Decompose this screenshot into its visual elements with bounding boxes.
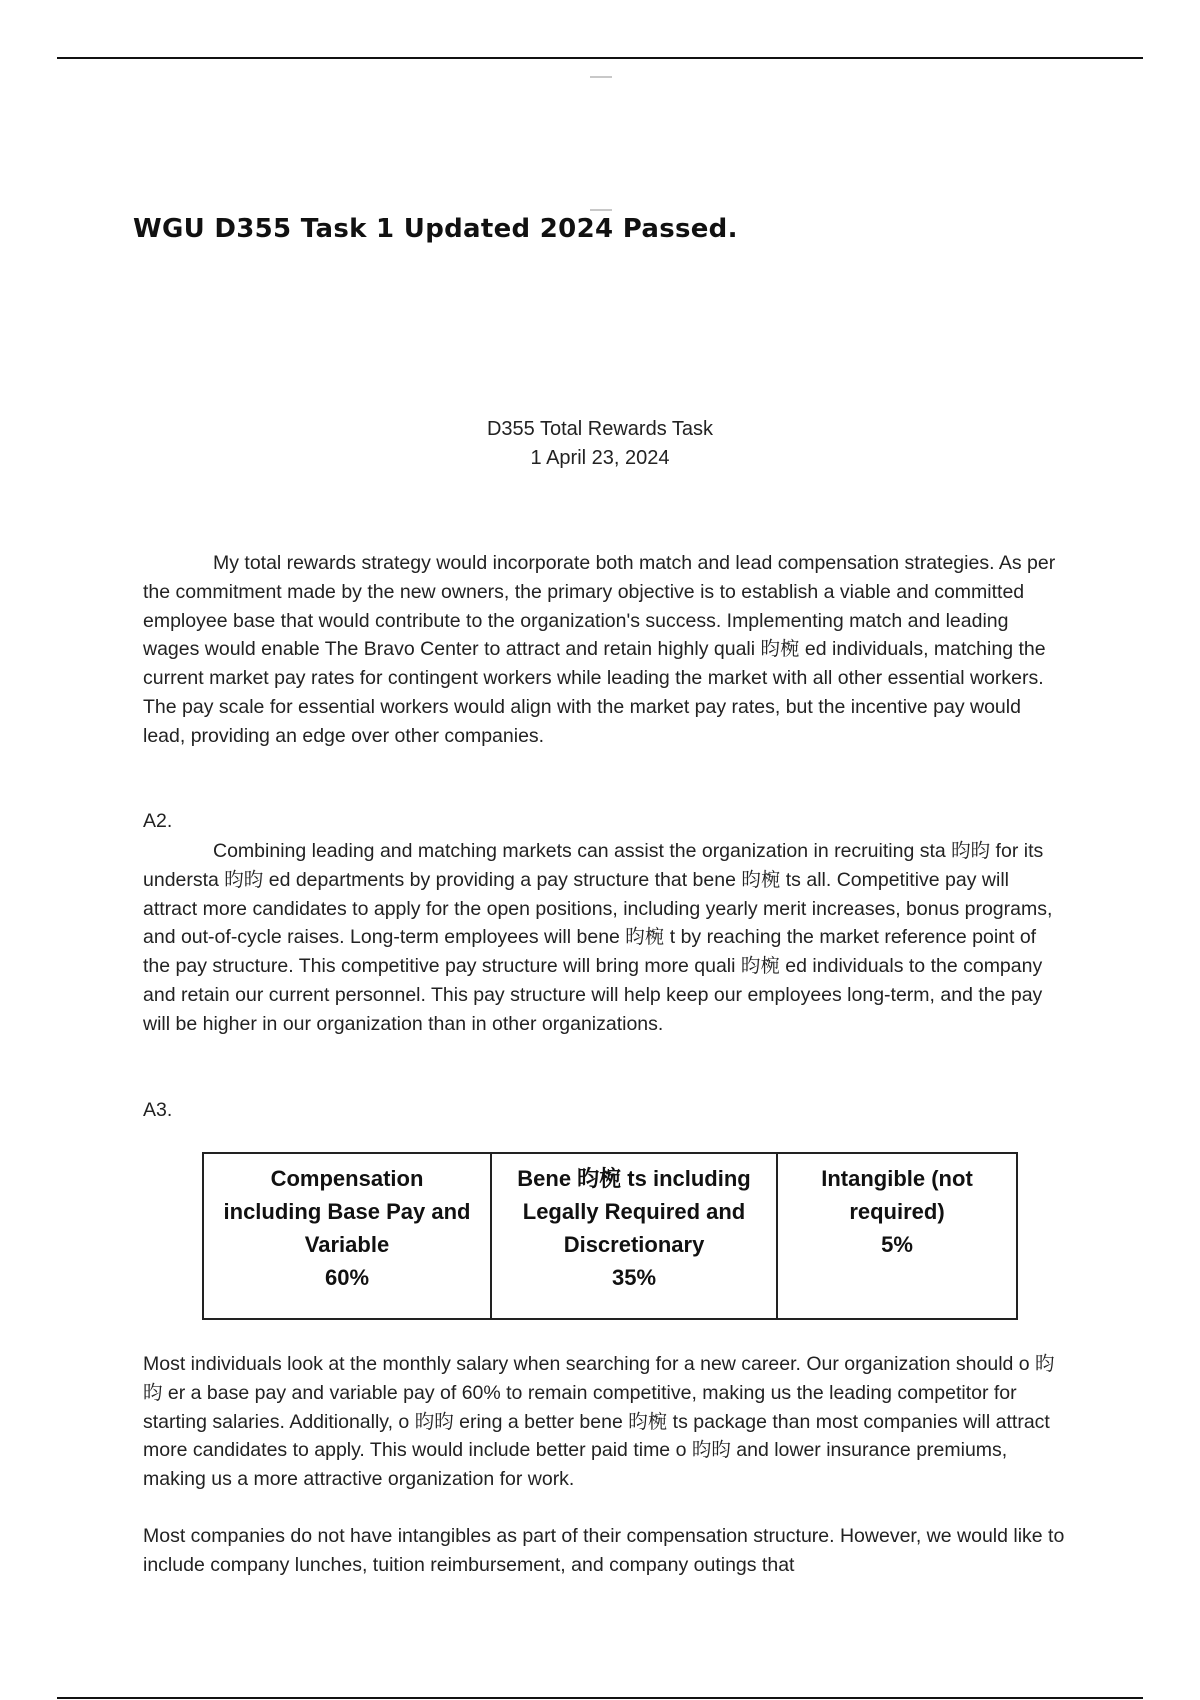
title-mark [590,209,612,211]
paragraph-strategy: My total rewards strategy would incorporate both match and lead compensation strategies. As per the commitment made by the new owners, the primary objective is to establish a viable and committed employee base that would contribute to the organization's success. Implementing match and leading wages would enable The Bravo Center to attract and retain highly quali 昀椀 ed individuals, matching the current market pay rates for contingent workers while leading the market with all other essential workers. The pay scale for essential workers would align with the market pay rates, but the incentive pay would lead, providing an edge over other companies. [143,552,1056,747]
paragraph-markets: Combining leading and matching markets can assist the organization in recruiting sta 昀昀 for its understa 昀昀 ed departments by providing a pay structure that bene 昀椀 ts all. Competitive pay will attract more candidates to apply for the open positions, including yearly merit increases, bonus programs, and out-of-cycle raises. Long-term employees will bene 昀椀 t by reaching the market reference point of the pay structure. This competitive pay structure will bring more quali 昀椀 ed individuals to the company and retain our current personnel. This pay structure will help keep our employees long-term, and the pay will be higher in our organization than in other organizations. [143,840,1053,1035]
cell-line: including Base Pay and [223,1199,471,1224]
report-heading-line-1: D355 Total Rewards Task [486,418,714,440]
cell-line: 60% [324,1265,370,1290]
document-title: WGU D355 Task 1 Updated 2024 Passed. [133,214,738,244]
cell-line: Legally Required and [522,1199,746,1224]
paragraph-compensation: Most individuals look at the monthly salary when searching for a new career. Our organization should o 昀昀 er a base pay and variable pay of 60% to remain competitive, making us the leading competitor for starting salaries. Additionally, o 昀昀 ering a better bene 昀椀 ts package than most companies will attract more candidates to apply. This would include better paid time o 昀昀 and lower insurance premiums, making us a more attractive organization for work. [143,1353,1055,1491]
bottom-rule [57,1697,1143,1699]
table-cell-intangible [777,1153,1017,1319]
table-cell-compensation [203,1153,491,1319]
report-heading-line-2: 1 April 23, 2024 [530,447,670,469]
rewards-table [202,1152,1018,1320]
section-label-a3: A3. [143,1099,173,1121]
cell-line: Discretionary [563,1232,705,1257]
cell-line: 35% [611,1265,657,1290]
cell-line: Intangible (not [821,1166,973,1191]
cell-line: Variable [304,1232,390,1257]
cell-line: 5% [881,1232,913,1257]
table-row [203,1153,1017,1319]
cell-line: Compensation [270,1166,424,1191]
paragraph-intangibles: Most companies do not have intangibles as part of their compensation structure. However, we would like to include company lunches, tuition reimbursement, and company outings that [143,1525,1065,1576]
top-rule [57,57,1143,59]
header-mark [590,76,612,78]
table-cell-benefits [491,1153,777,1319]
cell-line: Bene 昀椀 ts including [517,1166,751,1191]
cell-line: required) [849,1199,945,1224]
section-label-a2: A2. [143,810,173,832]
